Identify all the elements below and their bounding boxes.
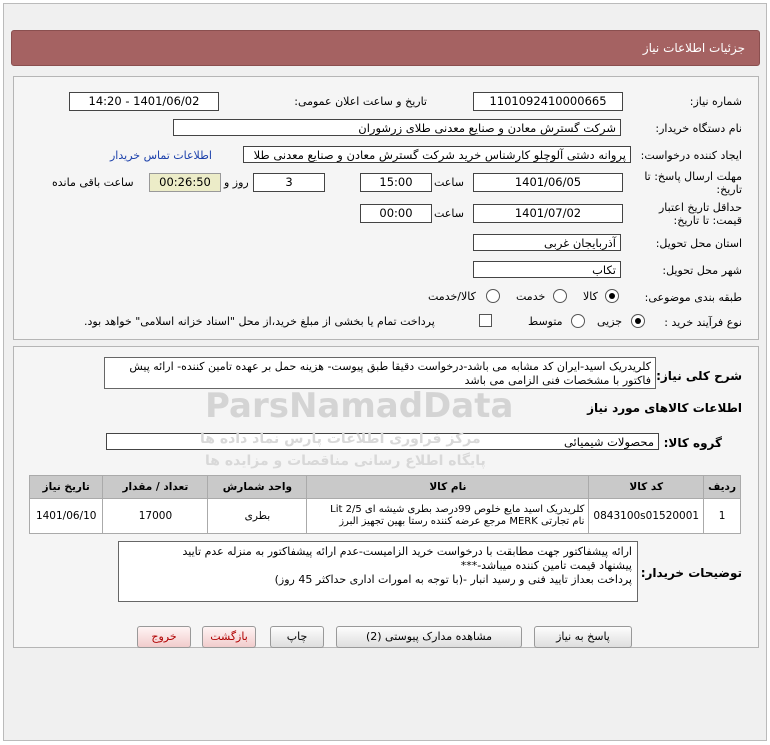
cell-code: 0843100s01520001 bbox=[589, 499, 704, 534]
city-label: شهر محل تحویل: bbox=[662, 264, 742, 277]
watermark-subtitle-1: مرکز فراوری اطلاعات پارس نماد داده ها bbox=[200, 431, 481, 447]
deadline-time-field[interactable]: 15:00 bbox=[360, 173, 432, 192]
category-option-goods-service: کالا/خدمت bbox=[428, 290, 476, 303]
remaining-time-field: 00:26:50 bbox=[149, 173, 221, 192]
city-field[interactable]: تکاب bbox=[473, 261, 621, 278]
requester-label: ایجاد کننده درخواست: bbox=[640, 149, 742, 162]
buyer-notes-line3: پرداخت بعداز تایید فنی و رسید انبار -(با توجه به امورات اداری حداکثر 45 روز) bbox=[274, 573, 632, 586]
goods-info-heading: اطلاعات کالاهای مورد نیاز bbox=[587, 401, 742, 415]
watermark-logo-text: ParsNamadData bbox=[205, 386, 514, 426]
announce-label: تاریخ و ساعت اعلان عمومی: bbox=[294, 95, 427, 108]
days-field[interactable]: 3 bbox=[253, 173, 325, 192]
back-button[interactable]: بازگشت bbox=[202, 626, 256, 648]
cell-unit: بطری bbox=[208, 499, 307, 534]
col-quantity-header: تعداد / مقدار bbox=[103, 476, 208, 499]
buyer-notes-line1: ارائه پیشفاکتور جهت مطابقت با درخواست خرید الزامیست-عدم ارائه پیشفاکتور به منزله عدم تایید bbox=[182, 545, 632, 558]
category-radio-goods[interactable] bbox=[605, 289, 619, 303]
col-name-header: نام کالا bbox=[307, 476, 589, 499]
deadline-date-field[interactable]: 1401/06/05 bbox=[473, 173, 623, 192]
validity-time-label: ساعت bbox=[434, 207, 464, 220]
col-code-header: کد کالا bbox=[589, 476, 704, 499]
purchase-radio-medium[interactable] bbox=[571, 314, 585, 328]
buyer-notes-box bbox=[118, 541, 638, 602]
need-number-field[interactable]: 1101092410000665 bbox=[473, 92, 623, 111]
purchase-radio-minor[interactable] bbox=[631, 314, 645, 328]
print-button[interactable]: چاپ bbox=[270, 626, 324, 648]
col-unit-header: واحد شمارش bbox=[208, 476, 307, 499]
contact-buyer-link[interactable]: اطلاعات تماس خریدار bbox=[110, 149, 212, 162]
purchase-option-minor: جزیی bbox=[597, 315, 623, 328]
validity-label-line2: قیمت: تا تاریخ: bbox=[673, 214, 742, 227]
header-bar bbox=[11, 30, 760, 66]
summary-text: کلریدریک اسید-ایران کد مشابه می باشد-درخواست دقیقا طبق پیوست- هزینه حمل بر عهده تامین کننده- ارائه پیش فاکتور با مشخصات فنی الزامی می باشد bbox=[104, 357, 656, 389]
goods-group-label: گروه کالا: bbox=[663, 436, 722, 450]
category-label: طبقه بندی موضوعی: bbox=[644, 291, 742, 304]
category-option-goods: کالا bbox=[583, 290, 598, 303]
category-radio-goods-service[interactable] bbox=[486, 289, 500, 303]
buyer-field[interactable]: شرکت گسترش معادن و صنایع معدنی طلای زرشوران bbox=[173, 119, 621, 136]
cell-quantity: 17000 bbox=[103, 499, 208, 534]
treasury-checkbox[interactable] bbox=[479, 314, 492, 327]
days-label: روز و bbox=[224, 176, 249, 189]
col-index-header: ردیف bbox=[704, 476, 741, 499]
announce-field[interactable]: 1401/06/02 - 14:20 bbox=[69, 92, 219, 111]
summary-label: شرح کلی نیاز: bbox=[656, 369, 742, 383]
validity-label-line1: حداقل تاریخ اعتبار bbox=[658, 201, 742, 214]
deadline-label-line1: مهلت ارسال پاسخ: تا bbox=[644, 170, 742, 183]
remaining-label: ساعت باقی مانده bbox=[52, 176, 134, 189]
exit-button[interactable]: خروج bbox=[137, 626, 191, 648]
buyer-label: نام دستگاه خریدار: bbox=[655, 122, 742, 135]
need-number-label: شماره نیاز: bbox=[689, 95, 742, 108]
table-row[interactable] bbox=[30, 499, 741, 534]
cell-name-line2: نام تجارتی MERK مرجع عرضه کننده رستا بهین تجهیز البرز bbox=[339, 516, 585, 527]
purchase-option-medium: متوسط bbox=[528, 315, 563, 328]
requester-field[interactable]: پروانه دشتی آلوچلو کارشناس خرید شرکت گسترش معادن و صنایع معدنی طلا bbox=[243, 146, 631, 163]
validity-time-field[interactable]: 00:00 bbox=[360, 204, 432, 223]
reply-button[interactable]: پاسخ به نیاز bbox=[534, 626, 632, 648]
cell-date: 1401/06/10 bbox=[30, 499, 103, 534]
watermark-subtitle-2: پایگاه اطلاع رسانی مناقصات و مزایده ها bbox=[205, 453, 486, 469]
cell-index: 1 bbox=[704, 499, 741, 534]
province-label: استان محل تحویل: bbox=[655, 237, 742, 250]
category-radio-service[interactable] bbox=[553, 289, 567, 303]
deadline-time-label: ساعت bbox=[434, 176, 464, 189]
buyer-notes-line2: پیشنهاد قیمت تامین کننده میباشد-*** bbox=[460, 559, 632, 572]
goods-table bbox=[29, 475, 741, 534]
goods-group-field[interactable]: محصولات شیمیائی bbox=[106, 433, 659, 450]
view-attachments-button[interactable]: مشاهده مدارک پیوستی (2) bbox=[336, 626, 522, 648]
col-date-header: تاریخ نیاز bbox=[30, 476, 103, 499]
treasury-note: پرداخت تمام یا بخشی از مبلغ خرید،از محل "اسناد خزانه اسلامی" خواهد بود. bbox=[84, 315, 435, 328]
cell-name-line1: کلریدریک اسید مایع خلوص 99درصد بطری شیشه ای 2/5 Lit bbox=[330, 504, 585, 515]
validity-date-field[interactable]: 1401/07/02 bbox=[473, 204, 623, 223]
province-field[interactable]: آذربایجان غربی bbox=[473, 234, 621, 251]
table-header-row bbox=[30, 476, 741, 499]
page-title: جزئیات اطلاعات نیاز bbox=[642, 41, 745, 55]
purchase-type-label: نوع فرآیند خرید : bbox=[664, 316, 742, 329]
deadline-label-line2: تاریخ: bbox=[716, 183, 742, 196]
category-option-service: خدمت bbox=[516, 290, 546, 303]
buyer-notes-label: توضیحات خریدار: bbox=[640, 566, 742, 580]
cell-name bbox=[307, 499, 589, 534]
